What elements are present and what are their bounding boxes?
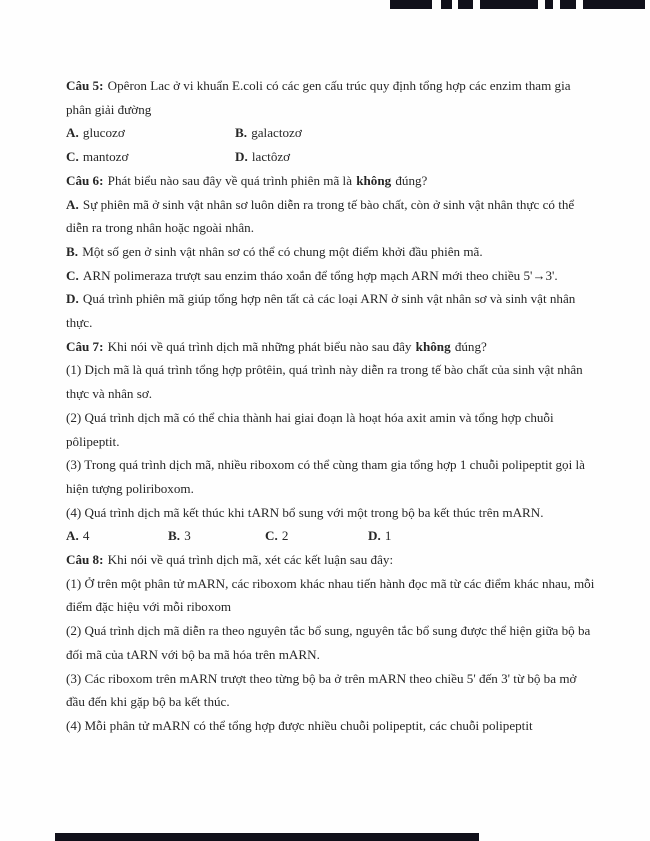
option-a	[66, 121, 235, 145]
option-a-text: 4	[82, 528, 90, 544]
option-d	[235, 145, 290, 169]
option-b-text: Một số gen ở sinh vật nhân sơ có thể có chung một điểm khởi đầu phiên mã.	[82, 243, 483, 259]
question-7-label: Câu 7:	[66, 338, 104, 354]
question-7-title	[66, 335, 596, 359]
option-d-text: 1	[384, 528, 392, 544]
artifact-segment	[458, 0, 473, 9]
option-c	[66, 264, 596, 288]
option-c-text: 2	[281, 528, 289, 544]
option-a-label: A.	[66, 125, 79, 141]
option-b-text: 3	[184, 528, 191, 544]
option-b	[168, 524, 265, 548]
statement-2: (2) Quá trình dịch mã diễn ra theo nguyên tắc bổ sung, nguyên tắc bổ sung được thể hiện giữa bộ ba đối mã của tARN với bộ ba mã hóa trên mARN.	[66, 623, 591, 662]
question-8-label: Câu 8:	[66, 552, 104, 568]
option-c	[66, 145, 235, 169]
statement-3: (3) Trong quá trình dịch mã, nhiều riboxom có thể cùng tham gia tổng hợp 1 chuỗi polipeptit gọi là hiện tượng poliriboxom.	[66, 457, 585, 496]
option-d-label: D.	[66, 291, 79, 307]
statement-4: (4) Quá trình dịch mã kết thúc khi tARN bổ sung với một trong bộ ba kết thúc trên mARN.	[66, 504, 544, 520]
option-b-label: B.	[235, 125, 248, 141]
option-a-label: A.	[66, 196, 79, 212]
statement-2: (2) Quá trình dịch mã có thể chia thành hai giai đoạn là hoạt hóa axit amin và tổng hợp chuỗi pôlipeptit.	[66, 409, 554, 449]
option-d	[368, 524, 596, 548]
statement-4: (4) Mỗi phân tử mARN có thể tổng hợp được nhiều chuỗi polipeptit, các chuỗi polipeptit	[66, 717, 533, 733]
question-7-answer-row	[66, 524, 596, 548]
question-5-options-row-2	[66, 145, 596, 169]
top-edge-scan-artifact	[0, 0, 650, 9]
option-c-text: ARN polimeraza trượt sau enzim tháo xoắn để tổng hợp mạch ARN mới theo chiều 5'→3'.	[82, 267, 558, 283]
option-a-text: glucozơ	[82, 125, 125, 141]
option-b-label: B.	[168, 528, 181, 544]
option-b	[66, 240, 596, 264]
document-content	[66, 74, 596, 738]
option-c-label: C.	[265, 528, 278, 544]
statement-3: (3) Các riboxom trên mARN trượt theo từng bộ ba ở trên mARN theo chiều 5' đến 3' từ bộ ba mở đầu đến khi gặp bộ ba kết thúc.	[66, 670, 577, 710]
artifact-segment	[545, 0, 553, 9]
option-b-text: galactozơ	[251, 125, 302, 141]
question-6-text-bold: không	[356, 172, 392, 188]
option-a	[66, 193, 596, 240]
option-c-label: C.	[66, 149, 79, 165]
question-6-text-pre: Phát biểu nào sau đây về quá trình phiên mã là	[107, 172, 353, 188]
bottom-edge-scan-artifact	[55, 833, 479, 841]
option-b	[235, 121, 302, 145]
statement-1: (1) Dịch mã là quá trình tổng hợp prôtêin, quá trình này diễn ra trong tế bào chất của sinh vật nhân thực và nhân sơ.	[66, 362, 583, 402]
option-b-label: B.	[66, 243, 79, 259]
question-8-title	[66, 548, 596, 572]
artifact-segment	[441, 0, 452, 9]
option-d-text: lactôzơ	[251, 149, 291, 165]
question-8-text: Khi nói về quá trình dịch mã, xét các kết luận sau đây:	[107, 552, 394, 568]
option-a-label: A.	[66, 528, 79, 544]
option-d-label: D.	[235, 149, 248, 165]
option-a	[66, 524, 168, 548]
artifact-segment	[390, 0, 432, 9]
statement-1: (1) Ở trên một phân tử mARN, các riboxom khác nhau tiến hành đọc mã từ các điểm khác nhau, mỗi điểm đặc hiệu với mỗi riboxom	[66, 575, 595, 615]
question-6-text-post: đúng?	[395, 172, 428, 188]
question-7-text-pre: Khi nói về quá trình dịch mã những phát biểu nào sau đây	[107, 338, 412, 354]
option-c-text: mantozơ	[82, 149, 129, 165]
question-6-title	[66, 169, 596, 193]
artifact-segment	[480, 0, 538, 9]
question-5-label: Câu 5:	[66, 78, 104, 93]
option-d-text: Quá trình phiên mã giúp tổng hợp nên tất cả các loại ARN ở sinh vật nhân sơ và sinh vật nhân thực.	[66, 291, 576, 331]
option-c-label: C.	[66, 267, 79, 283]
artifact-segment	[583, 0, 645, 9]
artifact-segment	[560, 0, 576, 9]
option-c	[265, 524, 368, 548]
option-d-label: D.	[368, 528, 381, 544]
question-7-text-bold: không	[415, 338, 451, 354]
question-5-title	[66, 74, 596, 121]
question-6-label: Câu 6:	[66, 172, 104, 188]
option-d	[66, 287, 596, 334]
question-7-text-post: đúng?	[454, 338, 487, 354]
question-5-text: Opêron Lac ở vi khuẩn E.coli có các gen cấu trúc quy định tổng hợp các enzim tham gia phân giải đường	[66, 78, 571, 117]
option-a-text: Sự phiên mã ở sinh vật nhân sơ luôn diễn ra trong tế bào chất, còn ở sinh vật nhân thực có thể diễn ra trong nhân hoặc ngoài nhân.	[66, 196, 575, 236]
question-5-options-row-1	[66, 121, 596, 145]
